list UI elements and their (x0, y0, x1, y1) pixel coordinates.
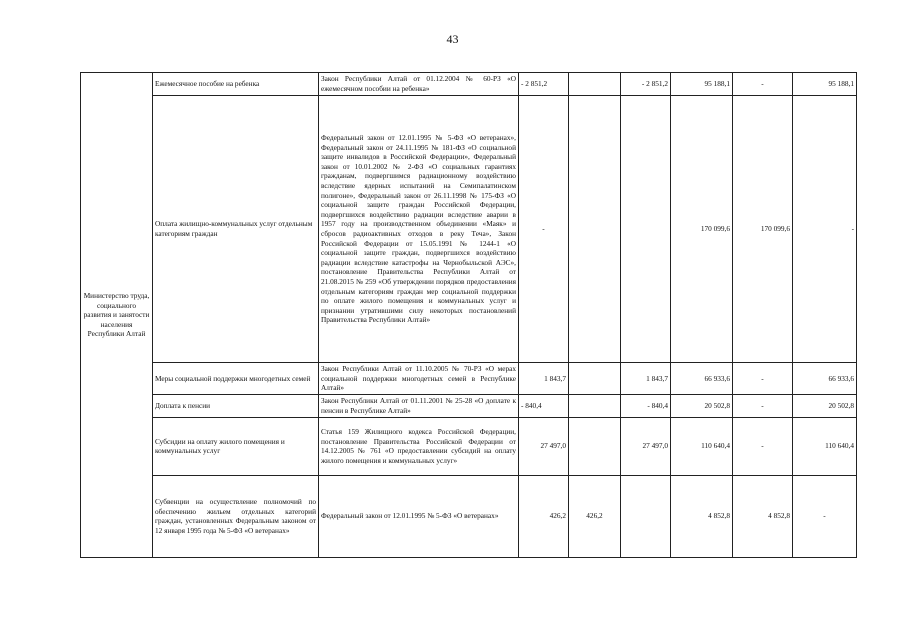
amount-cell (569, 363, 621, 395)
table-row (81, 96, 857, 363)
amount-cell: 426,2 (519, 475, 569, 557)
amount-cell: 170 099,6 (733, 96, 793, 363)
amount-cell (569, 394, 621, 417)
measure-cell: Субсидии на оплату жилого помещения и коммунальных услуг (153, 417, 319, 475)
law-cell: Статья 159 Жилищного кодекса Российской Федерации, постановление Правительства Российской Федерации от 14.12.2005 № 761 «О предоставлении субсидий на оплату жилого помещения и коммунальных услуг» (319, 417, 519, 475)
amount-cell: - 840,4 (621, 394, 671, 417)
amount-cell: - (733, 417, 793, 475)
table-row (81, 417, 857, 475)
amount-cell: 4 852,8 (733, 475, 793, 557)
amount-cell: 4 852,8 (671, 475, 733, 557)
amount-cell: - 2 851,2 (519, 73, 569, 96)
amount-cell: 66 933,6 (671, 363, 733, 395)
amount-cell: - (519, 96, 569, 363)
amount-cell: 1 843,7 (519, 363, 569, 395)
page-number: 43 (446, 32, 459, 46)
measure-cell: Ежемесячное пособие на ребенка (153, 73, 319, 96)
table-row (81, 363, 857, 395)
amount-cell: - (793, 96, 857, 363)
amount-cell: 66 933,6 (793, 363, 857, 395)
amount-cell: 20 502,8 (671, 394, 733, 417)
measure-cell: Оплата жилищно-коммунальных услуг отдельным категориям граждан (153, 96, 319, 363)
amount-cell (621, 475, 671, 557)
amount-cell: - 840,4 (519, 394, 569, 417)
amount-cell: 95 188,1 (793, 73, 857, 96)
amount-cell: 110 640,4 (793, 417, 857, 475)
table-row (81, 73, 857, 96)
law-cell: Закон Республики Алтай от 11.10.2005 № 70-РЗ «О мерах социальной поддержки многодетных семей в Республике Алтай» (319, 363, 519, 395)
measure-cell: Доплата к пенсии (153, 394, 319, 417)
amount-cell: 27 497,0 (621, 417, 671, 475)
amount-cell: 20 502,8 (793, 394, 857, 417)
amount-cell: - (793, 475, 857, 557)
amount-cell: - (733, 73, 793, 96)
table-row (81, 394, 857, 417)
table-row (81, 475, 857, 557)
budget-table (80, 72, 857, 558)
amount-cell: - 2 851,2 (621, 73, 671, 96)
amount-cell: 110 640,4 (671, 417, 733, 475)
law-cell: Закон Республики Алтай от 01.12.2004 № 60-РЗ «О ежемесячном пособии на ребенка» (319, 73, 519, 96)
amount-cell: 27 497,0 (519, 417, 569, 475)
amount-cell (569, 96, 621, 363)
measure-cell: Субвенции на осуществление полномочий по обеспечению жильем отдельных категорий граждан, установленных Федеральным законом от 12 января 1995 года № 5-ФЗ «О ветеранах» (153, 475, 319, 557)
law-cell: Закон Республики Алтай от 01.11.2001 № 25-28 «О доплате к пенсии в Республике Алтай» (319, 394, 519, 417)
amount-cell: - (733, 363, 793, 395)
law-cell: Федеральный закон от 12.01.1995 № 5-ФЗ «О ветеранах», Федеральный закон от 24.11.1995 № 181-ФЗ «О социальной защите инвалидов в Российской Федерации», Федеральный закон от 10.01.2002 № 2-ФЗ «О социальных гарантиях гражданам, подвергшимся радиационному воздействию вследствие ядерных испытаний на Семипалатинском полигоне», Федеральный закон от 26.11.1998 № 175-ФЗ «О социальной защите граждан Российской Федерации, подвергшихся воздействию радиации вследствие аварии в 1957 году на производственном объединении «Маяк» и сбросов радиоактивных отходов в реку Теча», Закон Российской Федерации от 15.05.1991 № 1244-1 «О социальной защите граждан, подвергшихся воздействию радиации вследствие катастрофы на Чернобыльской АЭС», постановление Правительства Республики Алтай от 21.08.2015 № 259 «Об утверждении порядков предоставления отдельным категориям граждан мер социальной поддержки по оплате жилого помещения и коммунальных услуг и признании утратившими силу некоторых постановлений Правительства Республики Алтай» (319, 96, 519, 363)
amount-cell: - (733, 394, 793, 417)
amount-cell: 95 188,1 (671, 73, 733, 96)
ministry-cell: Министерство труда, социального развития и занятости населения Республики Алтай (81, 73, 153, 558)
amount-cell: 1 843,7 (621, 363, 671, 395)
amount-cell (569, 417, 621, 475)
measure-cell: Меры социальной поддержки многодетных семей (153, 363, 319, 395)
amount-cell: 426,2 (569, 475, 621, 557)
law-cell: Федеральный закон от 12.01.1995 № 5-ФЗ «О ветеранах» (319, 475, 519, 557)
amount-cell: 170 099,6 (671, 96, 733, 363)
amount-cell (621, 96, 671, 363)
amount-cell (569, 73, 621, 96)
